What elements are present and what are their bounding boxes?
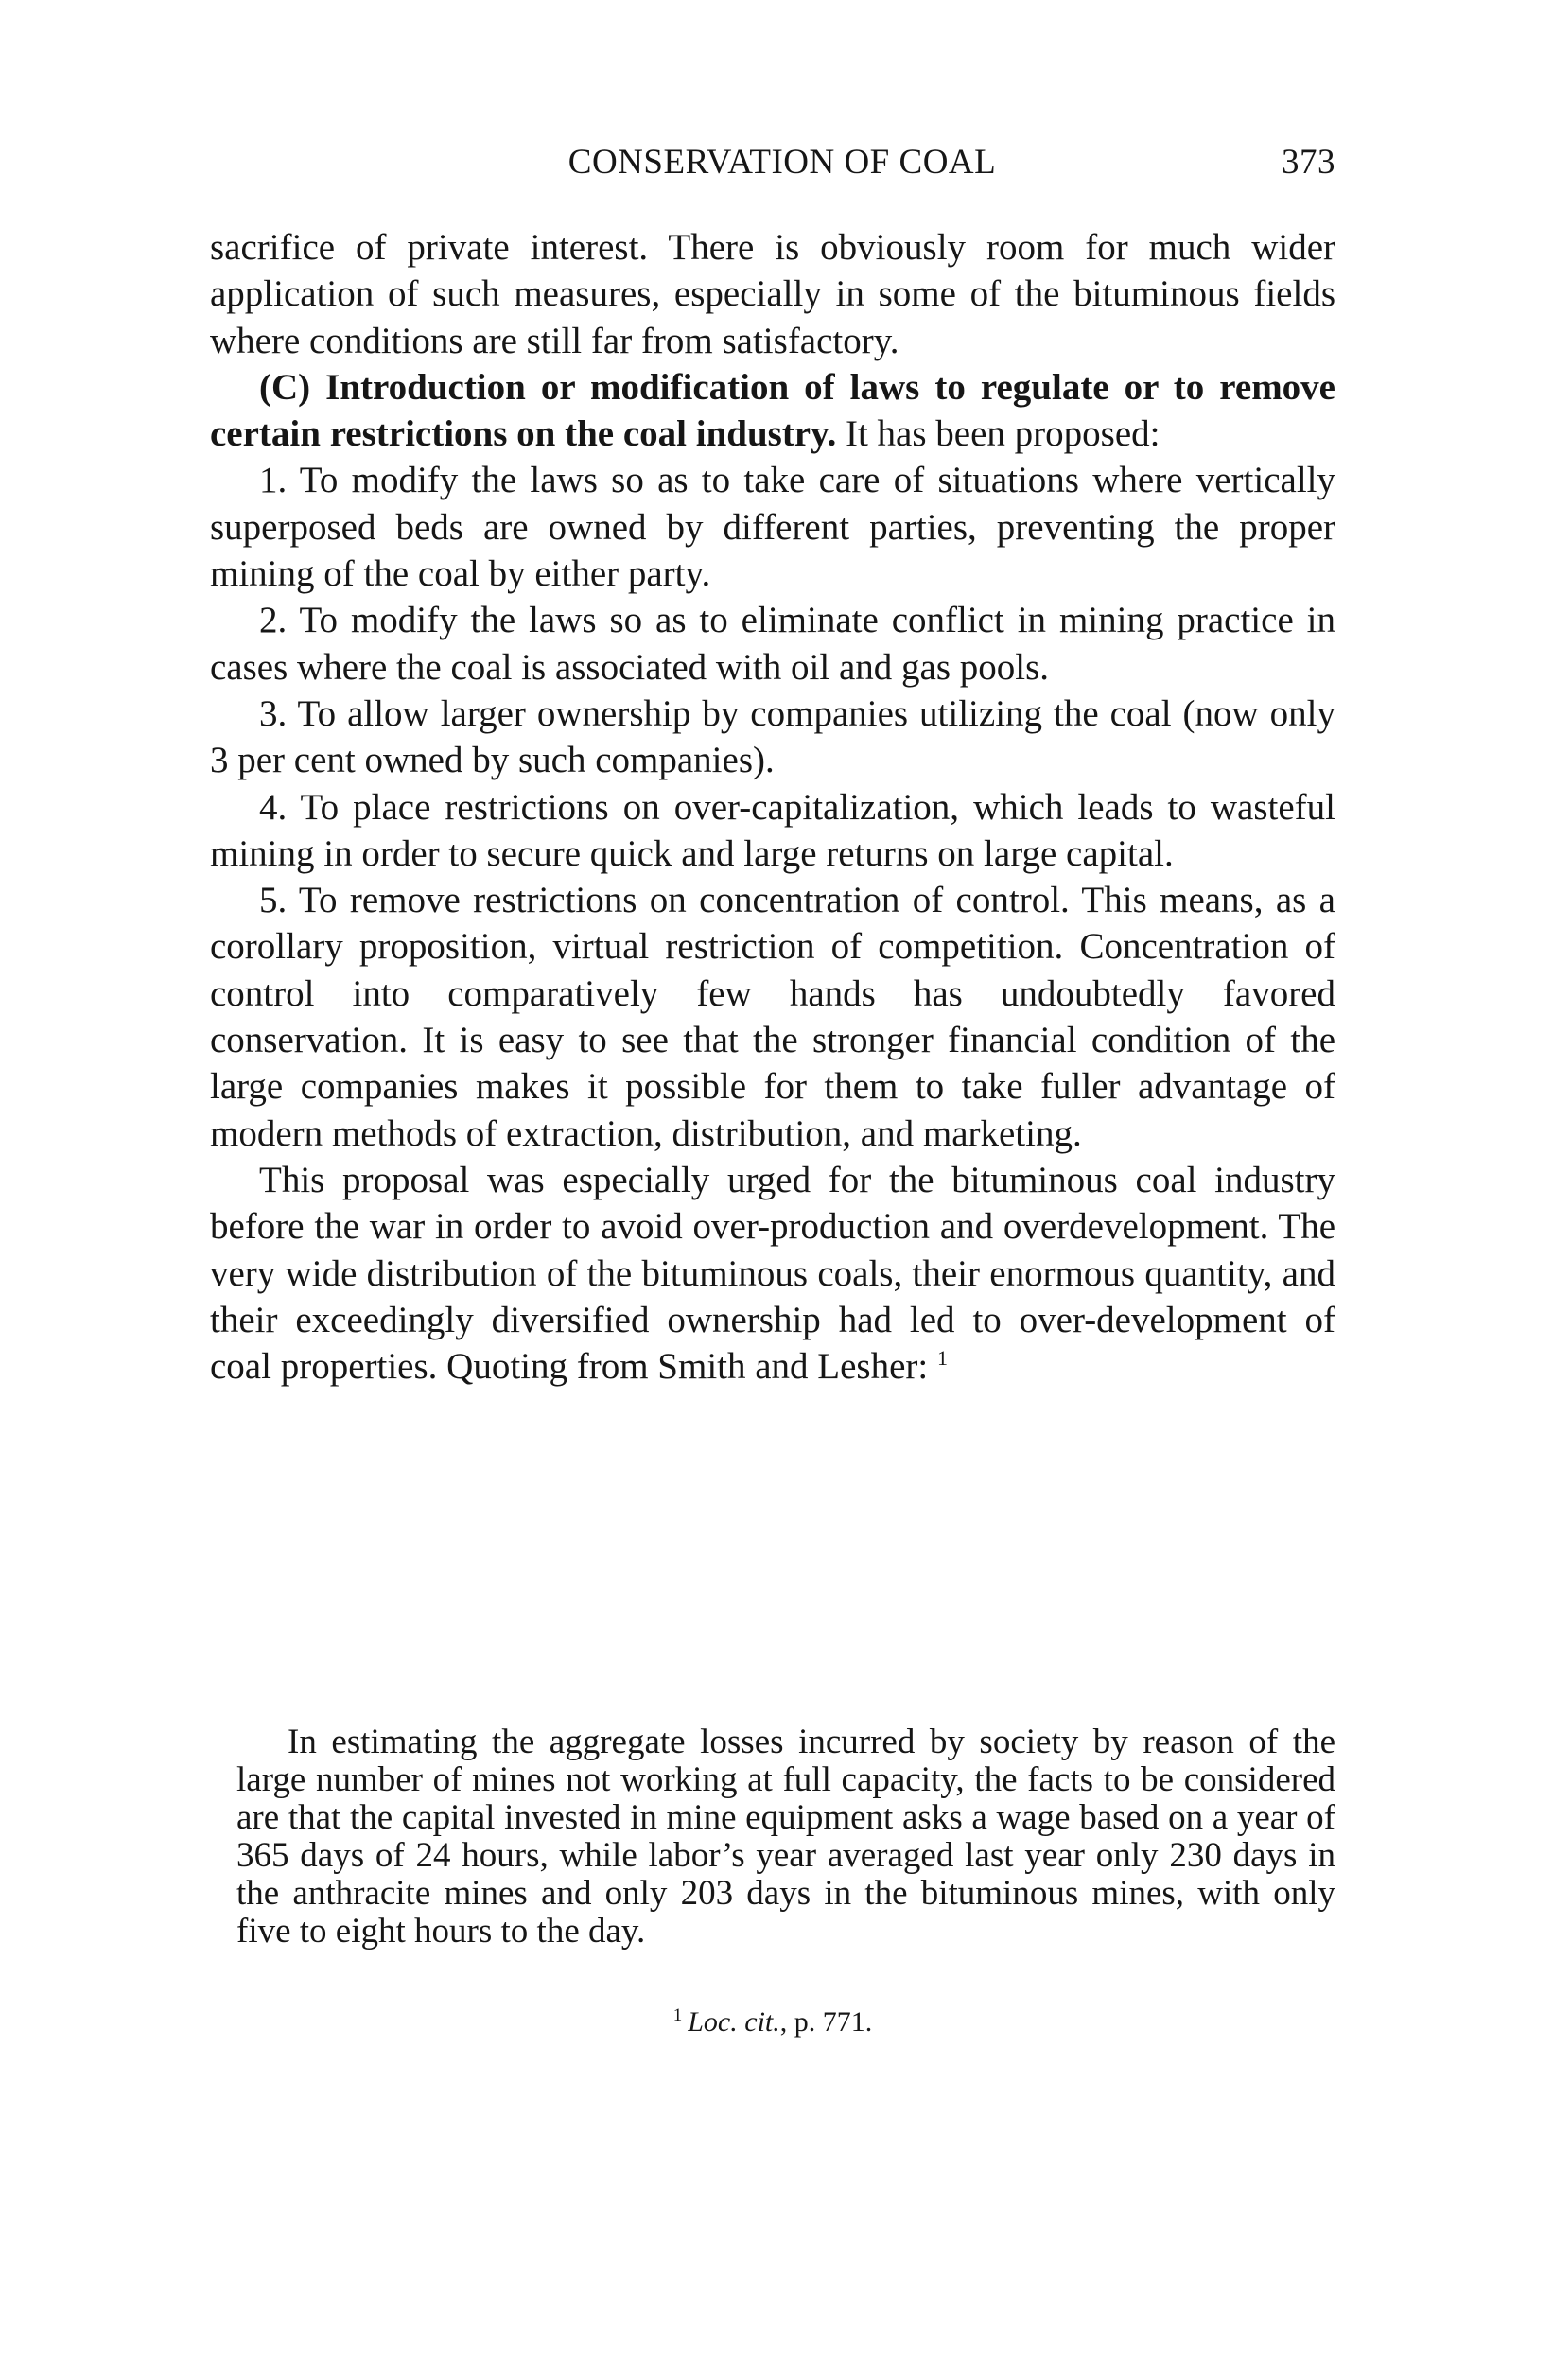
paragraph-continuation: sacrifice of private interest. There is obviously room for much wider application of such measures, especially in some of the bituminous fields where conditions are still far from satisfactory. xyxy=(210,227,1335,361)
list-item: 4. To place restrictions on over-capitalization, which leads to wasteful mining in order to secure quick and large returns on large capital. xyxy=(210,786,1335,874)
footnote-reference: 1 xyxy=(937,1346,948,1371)
page-number: 373 xyxy=(1282,143,1335,182)
section-c-heading: (C) Introduction or modification of laws to regulate or to remove certain restrictions on the coal industry. xyxy=(210,366,1335,455)
section-c-paragraph xyxy=(210,364,1335,458)
list-item: 3. To allow larger ownership by companies utilizing the coal (now only 3 per cent owned by such companies). xyxy=(210,692,1335,781)
quote-text: In estimating the aggregate losses incurred by society by reason of the large number of mines not working at full capacity, the facts to be considered are that the capital invested in mine equipment asks a wage based on a year of 365 days of 24 hours, while labor’s year averaged last year only 230 days in the anthracite mines and only 203 days in the bituminous mines, with only five to eight hours to the day. xyxy=(236,1723,1335,1951)
footnote xyxy=(210,2005,1335,2039)
running-title: CONSERVATION OF COAL xyxy=(567,143,997,182)
footnote-source: Loc. cit. xyxy=(688,2006,780,2038)
body-text xyxy=(210,224,1335,1390)
list-item: 1. To modify the laws so as to take care of situations where vertically superposed beds are owned by different parties, preventing the proper mining of the coal by either party. xyxy=(210,460,1335,595)
running-header xyxy=(210,142,1335,189)
proposal-paragraph xyxy=(210,1157,1335,1390)
footnote-mark: 1 xyxy=(672,2005,683,2025)
section-c-lead: It has been proposed: xyxy=(836,413,1160,455)
list-item: 5. To remove restrictions on concentration of control. This means, as a corollary proposition, virtual restriction of competition. Concentration of control into comparatively few hands has undoubtedly favored conservation. It is easy to see that the stronger financial condition of the large companies makes it possible for them to take fuller advantage of modern methods of extraction, distribution, and marketing. xyxy=(210,880,1335,1154)
list-item: 2. To modify the laws so as to eliminate conflict in mining practice in cases where the coal is associated with oil and gas pools. xyxy=(210,600,1335,688)
footnote-page: , p. 771. xyxy=(779,2006,873,2038)
block-quote xyxy=(236,1724,1335,1951)
proposal-text: This proposal was especially urged for the bituminous coal industry before the war in order to avoid over-production and overdevelopment. The very wide distribution of the bituminous coals, their enormous quantity, and their exceedingly diversified ownership had led to over-development of coal properties. Quoting from Smith and Lesher: xyxy=(210,1159,1335,1388)
